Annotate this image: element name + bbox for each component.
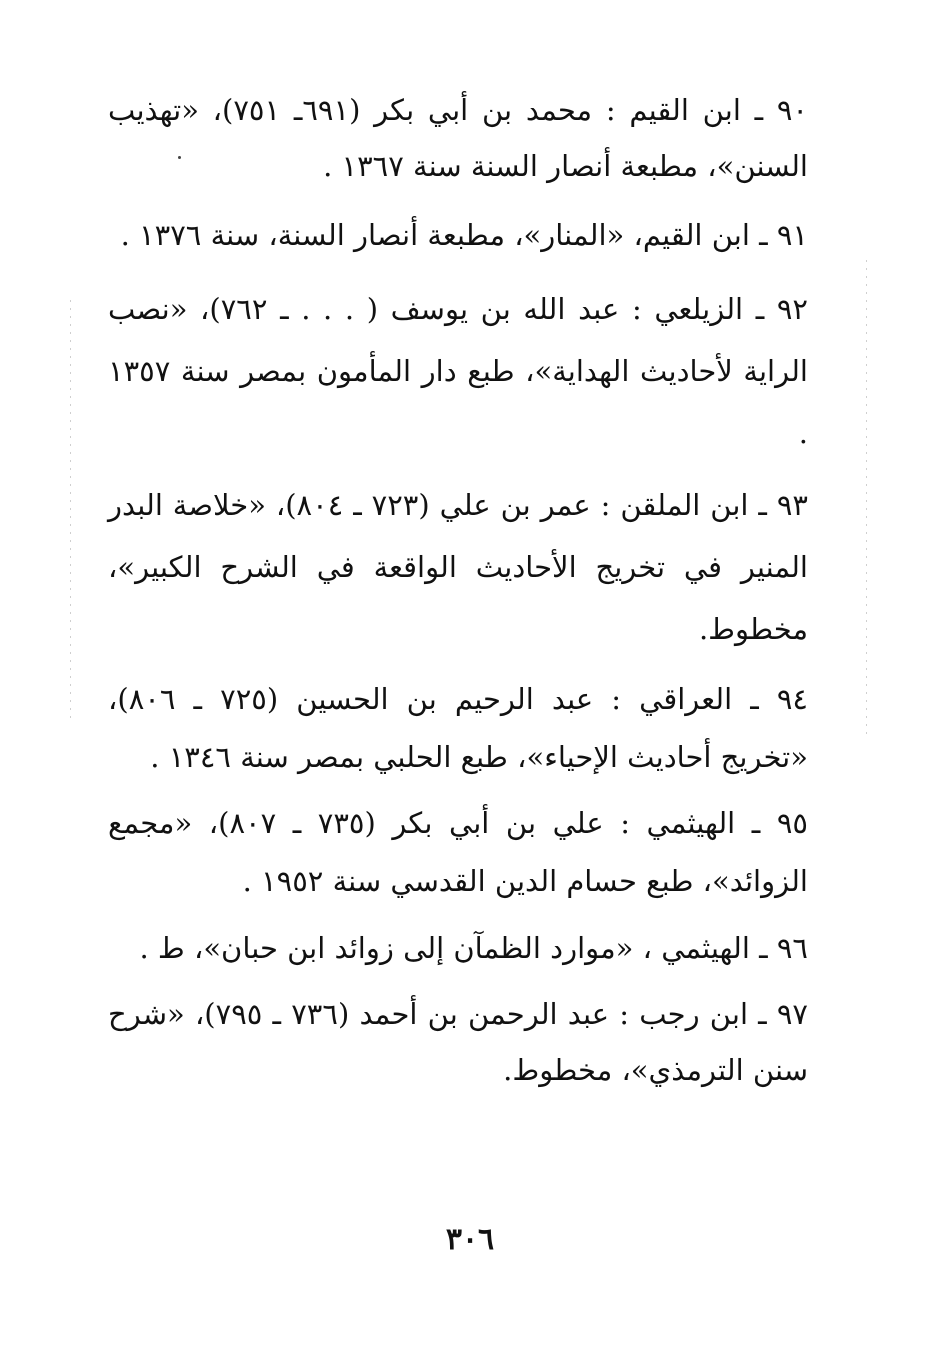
bibliography-entry-91: ٩١ ـ ابن القيم، «المنار»، مطبعة أنصار السنة، سنة ١٣٧٦ . — [120, 218, 808, 252]
bibliography-entry-94: ٩٤ ـ العراقي : عبد الرحيم بن الحسين (٧٢٥ ـ ٨٠٦)، «تخريج أحاديث الإحياء»، طبع الحلبي بمصر سنة ١٣٤٦ . — [108, 682, 808, 774]
page-number: ٣٠٦ — [445, 1222, 495, 1257]
right-margin-trace — [866, 260, 867, 740]
bibliography-entry-95: ٩٥ ـ الهيثمي : علي بن أبي بكر (٧٣٥ ـ ٨٠٧)، «مجمع الزوائد»، طبع حسام الدين القدسي سنة ١٩٥٢ . — [108, 806, 809, 898]
bibliography-entry-90: ٩٠ ـ ابن القيم : محمد بن أبي بكر (٦٩١ـ ٧٥١)، «تهذيب السنن»، مطبعة أنصار السنة سنة ١٣٦٧ . — [108, 93, 808, 183]
bibliography-entry-93: ٩٣ ـ ابن الملقن : عمر بن علي (٧٢٣ ـ ٨٠٤)، «خلاصة البدر المنير في تخريج الأحاديث الواقعة في الشرح الكبير»، مخطوط. — [108, 488, 808, 646]
bibliography-entry-92: ٩٢ ـ الزيلعي : عبد الله بن يوسف ( . . . ـ ٧٦٢)، «نصب الراية لأحاديث الهداية»، طبع دار المأمون بمصر سنة ١٣٥٧ . — [108, 292, 808, 450]
left-margin-trace — [70, 300, 71, 720]
bibliography-entry-97: ٩٧ ـ ابن رجب : عبد الرحمن بن أحمد (٧٣٦ ـ ٧٩٥)، «شرح سنن الترمذي»، مخطوط. — [108, 997, 809, 1087]
bibliography-list — [108, 82, 808, 1127]
bibliography-entry-96: ٩٦ ـ الهيثمي ، «موارد الظمآن إلى زوائد ابن حبان»، ط . — [139, 931, 808, 965]
